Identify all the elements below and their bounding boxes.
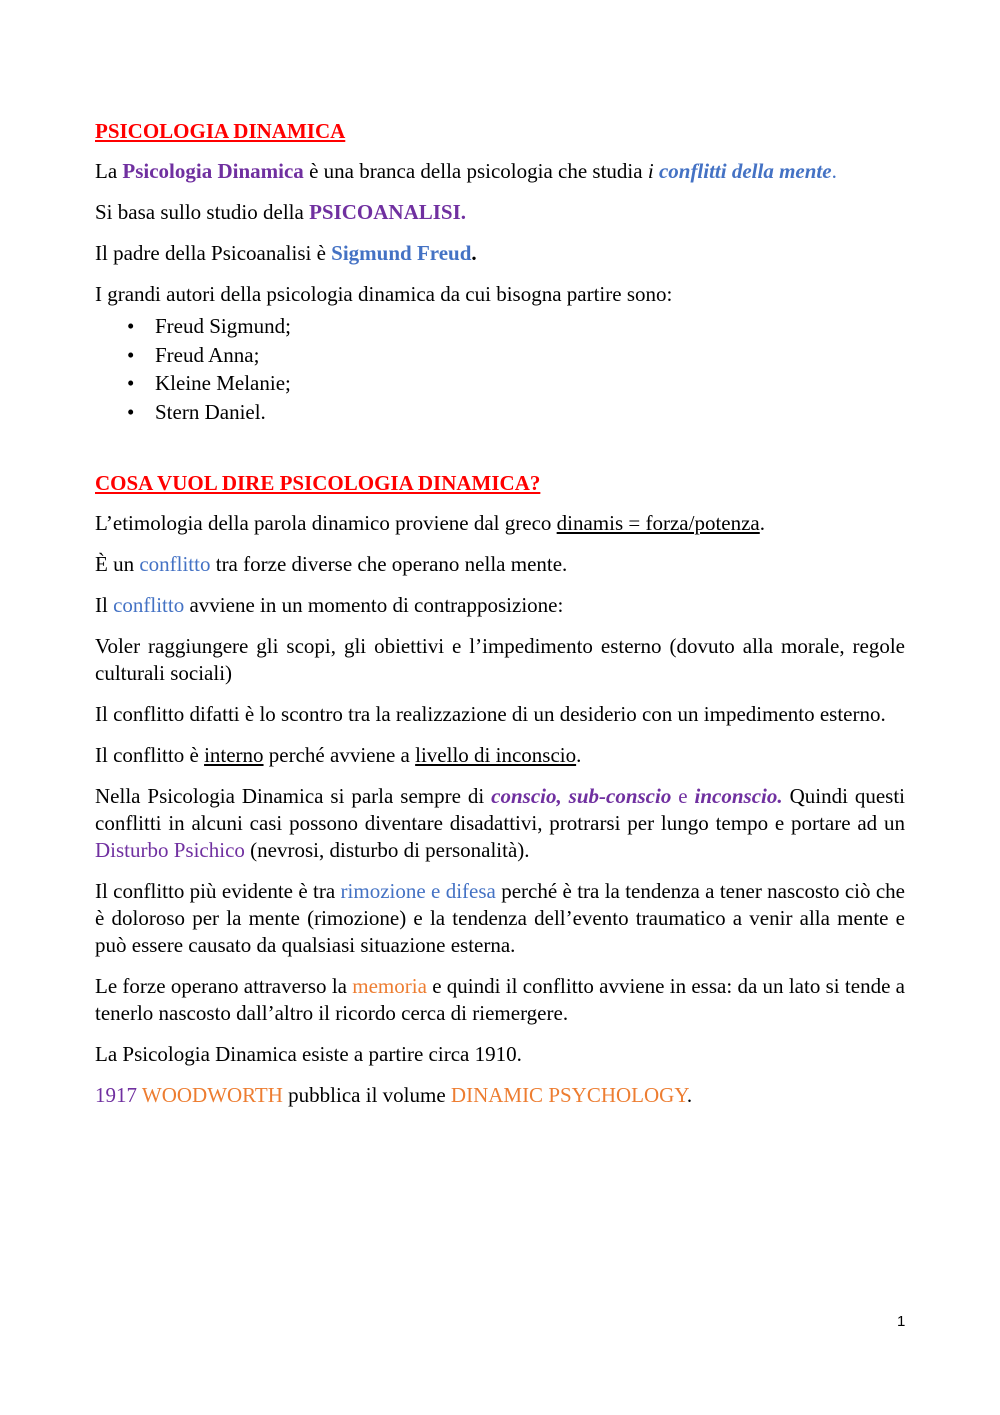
bullet-icon: • (127, 371, 135, 395)
paragraph-definition: La Psicologia Dinamica è una branca della psicologia che studia i conflitti della mente. (95, 159, 837, 183)
paragraph-interno: Il conflitto è interno perché avviene a livello di inconscio. (95, 743, 582, 767)
bullet-icon: • (127, 342, 135, 367)
paragraph-1910: La Psicologia Dinamica esiste a partire circa 1910. (95, 1042, 522, 1066)
paragraph-rimozione: Il conflitto più evidente è tra rimozione e difesa perché è tra la tendenza a tener nascosto ciò che è doloroso per la mente (rimozione) e la tendenza dell’evento traumatico a venir alla mente e può essere causato da qualsiasi situazione esterna. (95, 879, 905, 957)
paragraph-woodworth: 1917 WOODWORTH pubblica il volume DINAMIC PSYCHOLOGY. (95, 1083, 693, 1107)
paragraph-memoria: Le forze operano attraverso la memoria e quindi il conflitto avviene in essa: da un lato si tende a tenerlo nascosto dall’altro il ricordo cerca di riemergere. (95, 974, 905, 1025)
list-item: • Kleine Melanie; (155, 369, 905, 398)
document-page (95, 118, 905, 1123)
list-item: • Freud Anna; (155, 341, 905, 370)
page-number: 1 (897, 1313, 906, 1330)
paragraph-freud: Il padre della Psicoanalisi è Sigmund Freud. (95, 241, 477, 265)
paragraph-scontro: Il conflitto difatti è lo scontro tra la realizzazione di un desiderio con un impedimento esterno. (95, 702, 886, 726)
paragraph-psicoanalisi: Si basa sullo studio della PSICOANALISI. (95, 200, 467, 224)
section-spacer (95, 426, 905, 470)
list-item: • Freud Sigmund; (155, 312, 905, 341)
paragraph-conscio: Nella Psicologia Dinamica si parla sempre di conscio, sub-conscio e inconscio. Quindi questi conflitti in alcuni casi possono diventare disadattivi, protrarsi per lungo tempo e portare ad un Disturbo Psichico (nevrosi, disturbo di personalità). (95, 784, 906, 862)
paragraph-scopi: Voler raggiungere gli scopi, gli obiettivi e l’impedimento esterno (dovuto alla morale, regole culturali sociali) (95, 634, 905, 685)
paragraph-conflitto-forze: È un conflitto tra forze diverse che operano nella mente. (95, 552, 568, 576)
paragraph-authors-intro: I grandi autori della psicologia dinamica da cui bisogna partire sono: (95, 282, 673, 306)
paragraph-conflitto-momento: Il conflitto avviene in un momento di contrapposizione: (95, 593, 564, 617)
bullet-icon: • (127, 314, 135, 338)
list-item: • Stern Daniel. (155, 398, 905, 427)
paragraph-etimologia: L’etimologia della parola dinamico proviene dal greco dinamis = forza/potenza. (95, 511, 766, 535)
section-heading-cosa-vuol-dire: COSA VUOL DIRE PSICOLOGIA DINAMICA? (95, 471, 541, 495)
authors-list (95, 312, 905, 426)
bullet-icon: • (127, 399, 135, 424)
section-heading-psicologia-dinamica: PSICOLOGIA DINAMICA (95, 119, 346, 143)
